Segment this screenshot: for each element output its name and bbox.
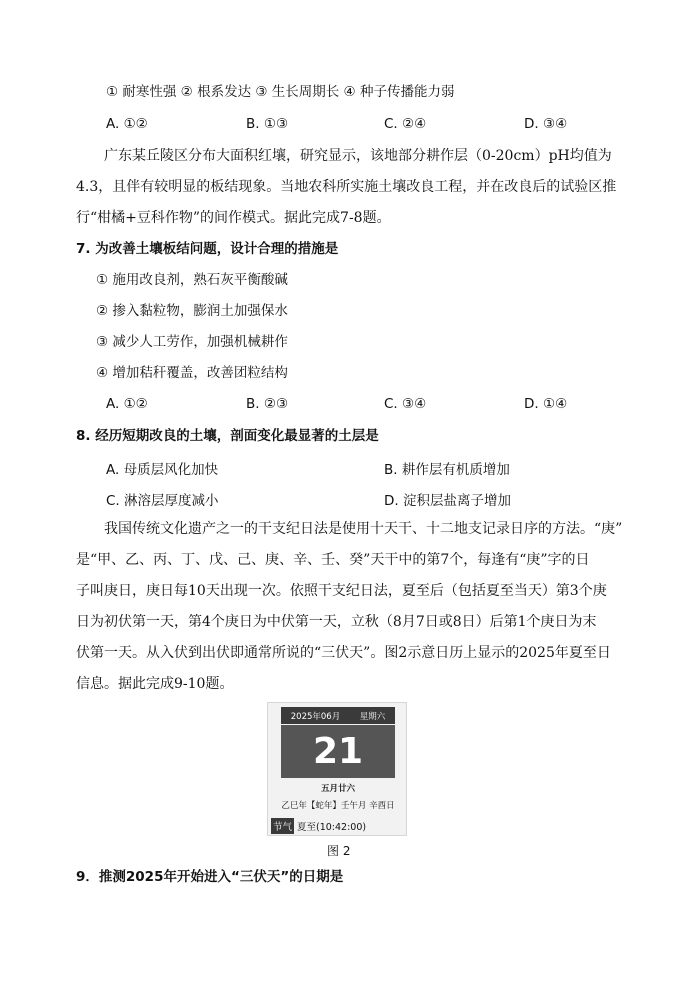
figure-caption: 图 2 (327, 844, 351, 858)
solar-term-tag: 节气 (271, 818, 294, 834)
q7-item-3: ③ 减少人工劳作，加强机械耕作 (96, 334, 288, 350)
q6-option-a: A. ①② (106, 116, 148, 132)
q6-option-c: C. ②④ (384, 116, 427, 132)
q7-option-c: C. ③④ (384, 396, 427, 412)
passage1-line-2: 4.3，且伴有较明显的板结现象。当地农科所实施土壤改良工程，并在改良后的试验区推 (76, 179, 617, 195)
passage2-line-1: 我国传统文化遗产之一的干支纪日法是使用十天干、十二地支记录日序的方法。“庚” (104, 521, 623, 537)
calendar-weekday: 星期六 (359, 711, 386, 722)
passage2-line-6: 信息。据此完成9-10题。 (76, 676, 234, 692)
calendar-figure (267, 702, 407, 836)
q8-option-b: B. 耕作层有机质增加 (384, 462, 510, 478)
q6-option-b: B. ①③ (246, 116, 289, 132)
passage1-line-1: 广东某丘陵区分布大面积红壤，研究显示，该地部分耕作层（0-20cm）pH均值为 (104, 148, 612, 164)
solar-term-value: 夏至(10:42:00) (297, 821, 367, 833)
calendar-solar-term (271, 818, 366, 833)
q9-stem: 9．推测2025年开始进入“三伏天”的日期是 (76, 869, 344, 885)
q8-option-c: C. 淋溶层厚度减小 (106, 493, 219, 509)
calendar-lunar-date: 五月廿六 (320, 784, 355, 794)
passage2-line-3: 子叫庚日，庚日每10天出现一次。依照干支纪日法，夏至后（包括夏至当天）第3个庚 (76, 583, 607, 599)
q8-option-d: D. 淀积层盐离子增加 (384, 493, 511, 509)
calendar-day: 21 (281, 725, 395, 778)
passage2-line-4: 日为初伏第一天，第4个庚日为中伏第一天，立秋（8月7日或8日）后第1个庚日为末 (76, 614, 597, 630)
q6-items: ① 耐寒性强 ② 根系发达 ③ 生长周期长 ④ 种子传播能力弱 (106, 84, 455, 100)
q7-stem: 7. 为改善土壤板结问题，设计合理的措施是 (76, 241, 339, 257)
q7-item-2: ② 掺入黏粒物，膨润土加强保水 (96, 303, 288, 319)
q6-option-d: D. ③④ (524, 116, 568, 132)
calendar-month: 2025年06月 (290, 711, 341, 722)
q8-stem: 8. 经历短期改良的土壤，剖面变化最显著的土层是 (76, 428, 379, 444)
calendar-ganzhi: 乙巳年【蛇年】壬午月 辛酉日 (281, 801, 395, 811)
passage2-line-2: 是“甲、乙、丙、丁、戊、己、庚、辛、壬、癸”天干中的第7个，每逢有“庚”字的日 (76, 552, 590, 568)
q8-option-a: A. 母质层风化加快 (106, 462, 219, 478)
q7-option-d: D. ①④ (524, 396, 568, 412)
q7-option-a: A. ①② (106, 396, 148, 412)
passage2-line-5: 伏第一天。从入伏到出伏即通常所说的“三伏天”。图2示意日历上显示的2025年夏至日 (76, 645, 611, 661)
q7-item-4: ④ 增加秸秆覆盖，改善团粒结构 (96, 365, 288, 381)
passage1-line-3: 行“柑橘+豆科作物”的间作模式。据此完成7-8题。 (76, 210, 391, 226)
q7-item-1: ① 施用改良剂，熟石灰平衡酸碱 (96, 272, 288, 288)
q7-option-b: B. ②③ (246, 396, 289, 412)
calendar-header (281, 707, 395, 724)
